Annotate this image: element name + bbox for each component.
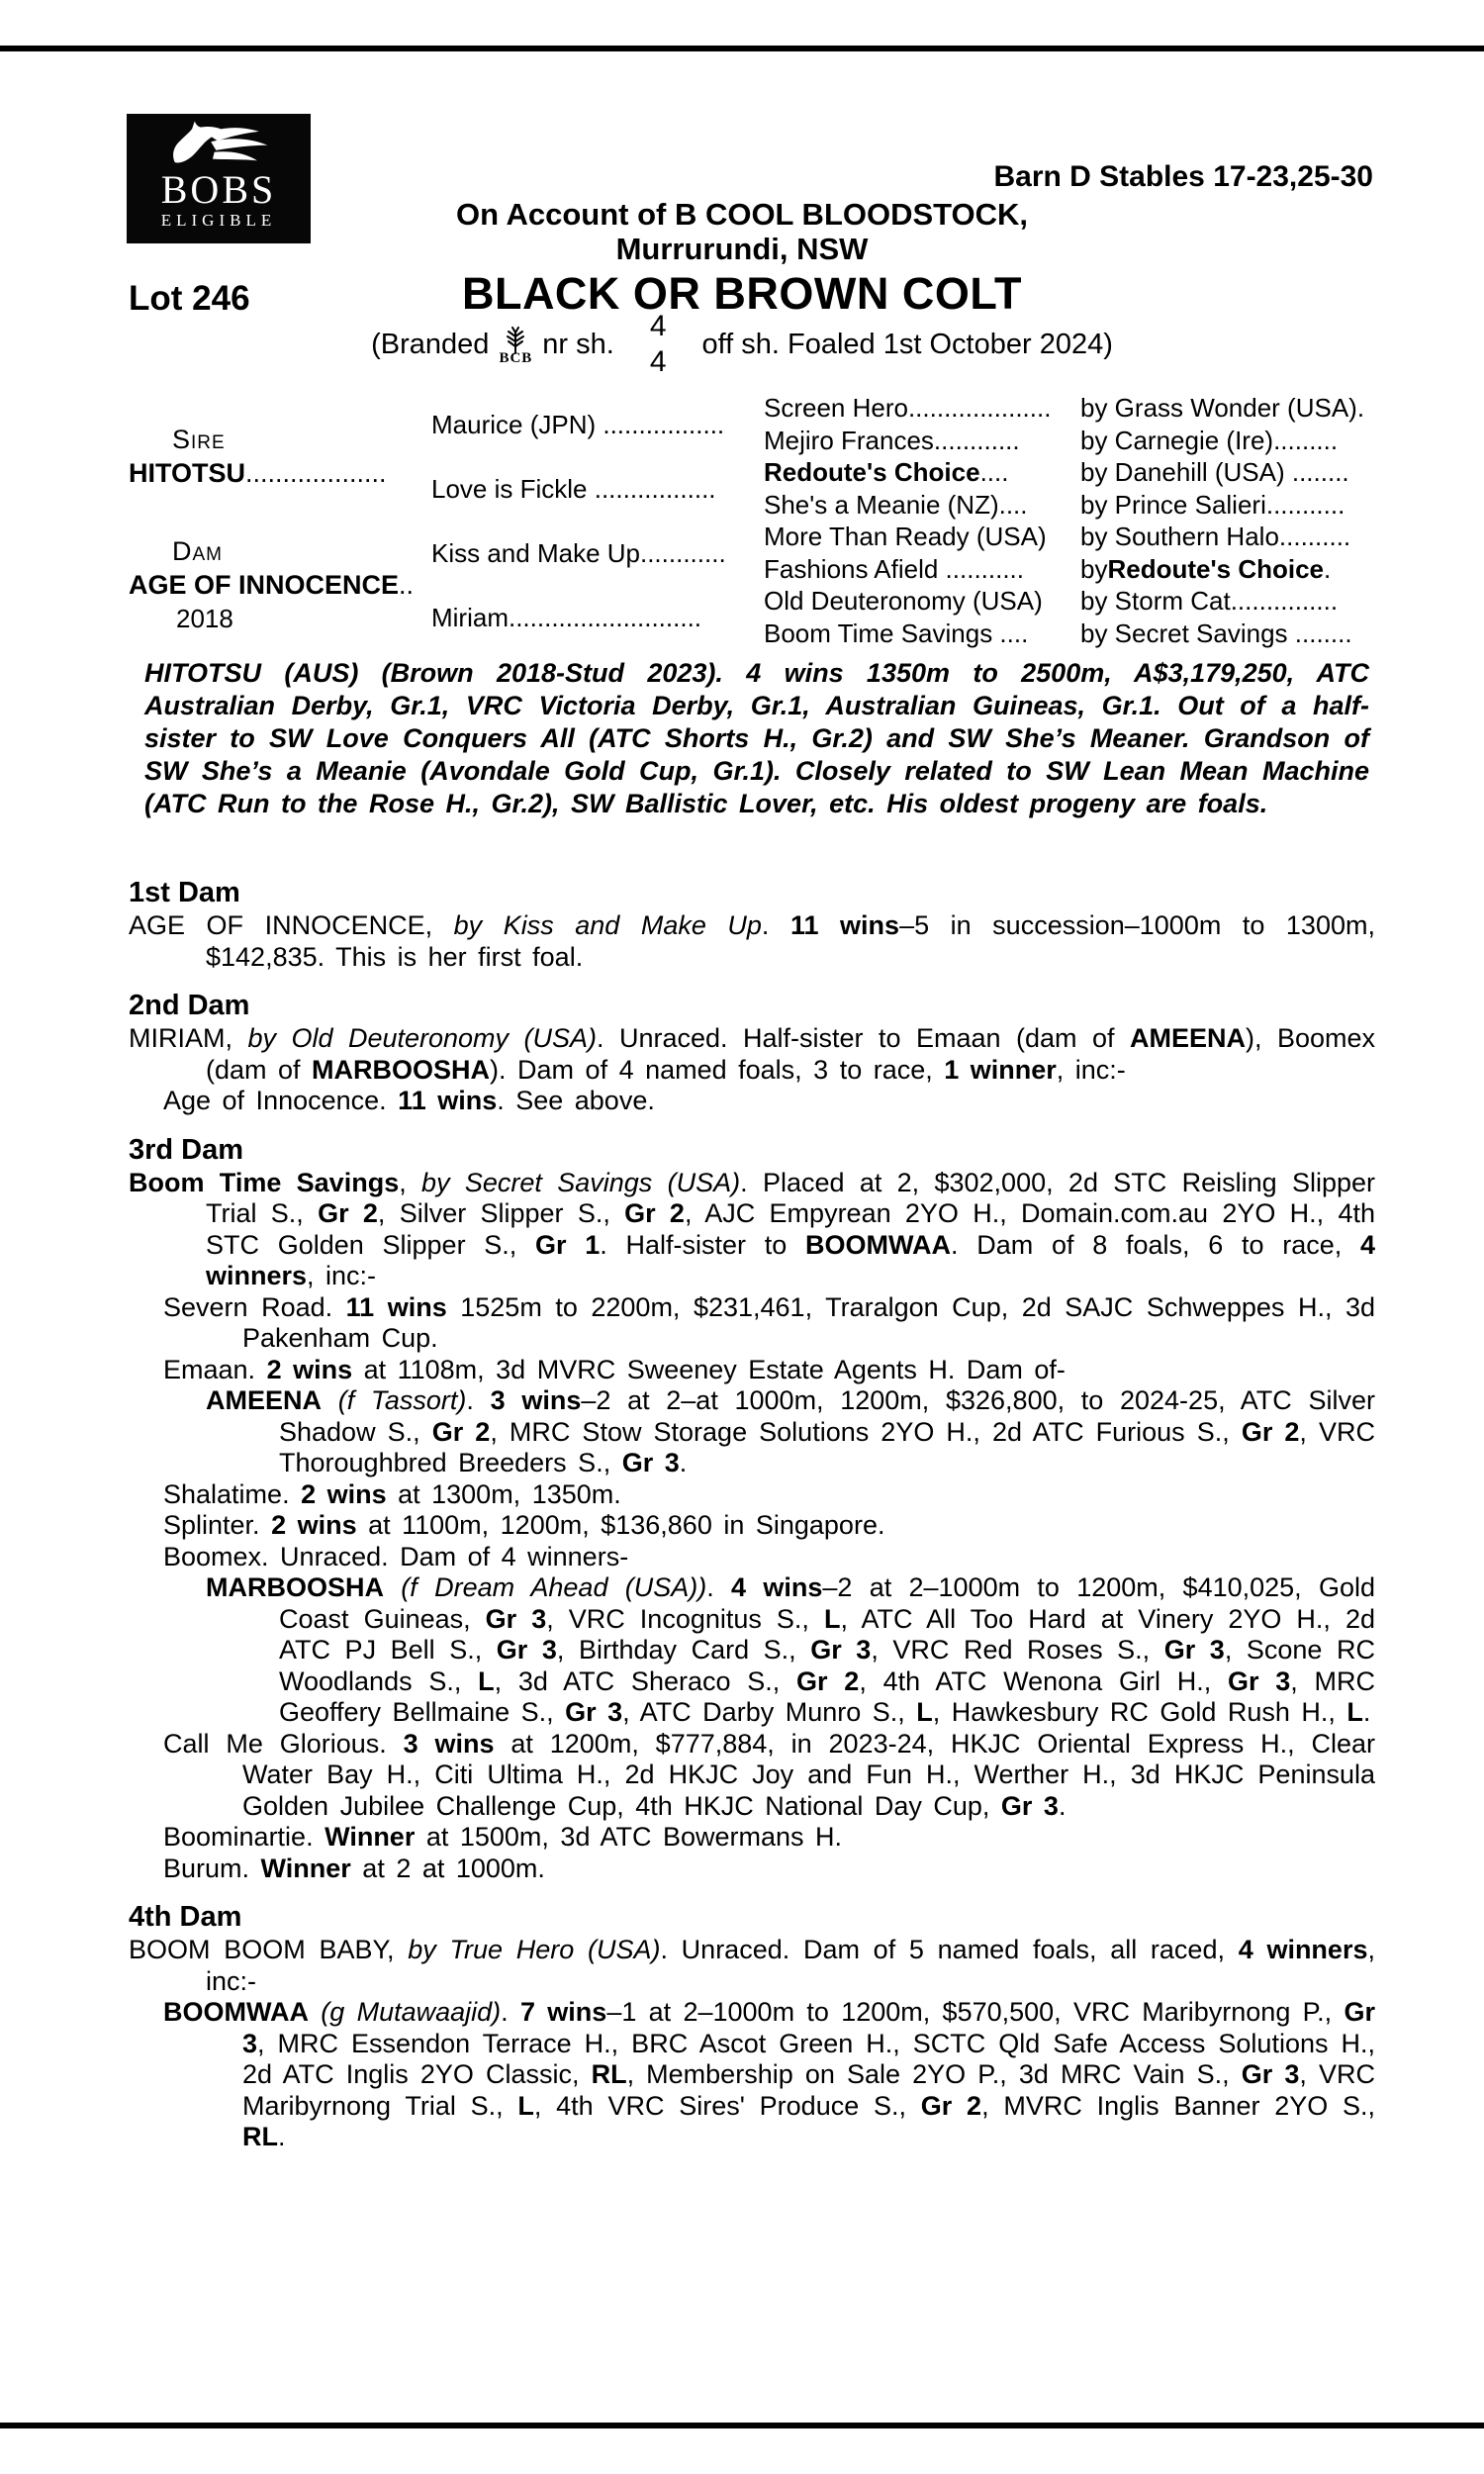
- pedigree-greatgrandsire-cell: by Secret Savings ........: [1080, 618, 1352, 648]
- branded-mid: nr sh.: [542, 328, 614, 360]
- brand-mark: [499, 327, 532, 366]
- pedigree-grandparent-cell: Mejiro Frances............: [764, 425, 1020, 455]
- bottom-rule: [0, 2423, 1484, 2428]
- pedigree-greatgrandsire-cell: by Grass Wonder (USA).: [1080, 393, 1365, 424]
- pedigree-grandparent-cell: Boom Time Savings ....: [764, 618, 1029, 648]
- dam-sections: [129, 877, 1375, 2153]
- catalogue-paragraph: Call Me Glorious. 3 wins at 1200m, $777,884, in 2023-24, HKJC Oriental Express H., Clear Water Bay H., Citi Ultima H., 2d HKJC Joy and Fun H., Werther H., 3d HKJC Peninsula Golden Jubilee Challenge Cup, 4th HKJC National Day Cup, Gr 3.: [163, 1728, 1375, 1821]
- pedigree-greatgrandsire-cell: by Danehill (USA) ........: [1080, 457, 1349, 488]
- lot-number: Lot 246: [129, 279, 250, 318]
- horse-head-icon: [158, 118, 279, 169]
- catalogue-paragraph: Boom Time Savings, by Secret Savings (USA). Placed at 2, $302,000, 2d STC Reisling Slipper Trial S., Gr 2, Silver Slipper S., Gr 2, AJC Empyrean 2YO H., Domain.com.au 2YO H., 4th STC Golden Slipper S., Gr 1. Half-sister to BOOMWAA. Dam of 8 foals, 6 to race, 4 winners, inc:-: [129, 1167, 1376, 1290]
- dam-paragraph-list: [129, 1168, 1375, 1885]
- brand-number-bottom: 4: [649, 345, 667, 378]
- dam-section-header: 3rd Dam: [129, 1133, 244, 1166]
- pedigree-grandparent-cell: More Than Ready (USA): [764, 522, 1047, 552]
- dam-paragraph-list: [129, 910, 1375, 973]
- dam-section-header: 2nd Dam: [129, 990, 250, 1021]
- dam-section-3rd: [129, 1134, 1375, 1885]
- dam-section-2nd: [129, 990, 1375, 1117]
- pedigree-grandparent-cell: Old Deuteronomy (USA): [764, 586, 1043, 617]
- dam-section-header: 4th Dam: [129, 1901, 242, 1933]
- pedigree-greatgrandsire-cell: by Southern Halo..........: [1080, 522, 1351, 552]
- pedigree-parent-cell: Love is Fickle .................: [431, 473, 716, 504]
- pedigree-grandparent-cell: Fashions Afield ...........: [764, 553, 1025, 584]
- catalogue-paragraph: Age of Innocence. 11 wins. See above.: [163, 1086, 655, 1115]
- pedigree-greatgrandsire-cell: by Carnegie (Ire).........: [1080, 425, 1339, 455]
- catalogue-paragraph: BOOMWAA (g Mutawaajid). 7 wins–1 at 2–1000m to 1200m, $570,500, VRC Maribyrnong P., Gr 3, MRC Essendon Terrace H., BRC Ascot Green H., SCTC Qld Safe Access Solutions H., 2d ATC Inglis 2YO Classic, RL, Membership on Sale 2YO P., 3d MRC Vain S., Gr 3, VRC Maribyrnong Trial S., L, 4th VRC Sires' Produce S., Gr 2, MVRC Inglis Banner 2YO S., RL.: [163, 1997, 1376, 2151]
- dam-paragraph-list: [129, 1935, 1375, 2153]
- pedigree-table: [129, 392, 1375, 649]
- catalogue-paragraph: AGE OF INNOCENCE, by Kiss and Make Up. 11 wins–5 in succession–1000m to 1300m, $142,835. This is her first foal.: [129, 910, 1375, 972]
- logo-title: BOBS: [160, 167, 277, 212]
- pedigree-grandparent-cell: She's a Meanie (NZ)....: [764, 489, 1028, 520]
- catalogue-paragraph: MIRIAM, by Old Deuteronomy (USA). Unraced. Half-sister to Emaan (dam of AMEENA), Boomex (dam of MARBOOSHA). Dam of 4 named foals, 3 to race, 1 winner, inc:-: [129, 1023, 1375, 1085]
- catalogue-paragraph: Severn Road. 11 wins 1525m to 2200m, $231,461, Traralgon Cup, 2d SAJC Schweppes H., 3d Pakenham Cup.: [163, 1291, 1375, 1353]
- account-location-line: Murrurundi, NSW: [615, 232, 869, 266]
- dam-section-header: 1st Dam: [129, 877, 240, 908]
- catalogue-paragraph: Splinter. 2 wins at 1100m, 1200m, $136,860 in Singapore.: [163, 1510, 885, 1540]
- catalogue-paragraph: MARBOOSHA (f Dream Ahead (USA)). 4 wins–2 at 2–1000m to 1200m, $410,025, Gold Coast Guineas, Gr 3, VRC Incognitus S., L, ATC All Too Hard at Vinery 2YO H., 2d ATC PJ Bell S., Gr 3, Birthday Card S., Gr 3, VRC Red Roses S., Gr 3, Scone RC Woodlands S., L, 3d ATC Sheraco S., Gr 2, 4th ATC Wenona Girl H., Gr 3, MRC Geoffery Bellmaine S., Gr 3, ATC Darby Munro S., L, Hawkesbury RC Gold Rush H., L.: [206, 1572, 1376, 1727]
- catalogue-paragraph: Shalatime. 2 wins at 1300m, 1350m.: [163, 1478, 621, 1509]
- catalogue-paragraph: BOOM BOOM BABY, by True Hero (USA). Unraced. Dam of 5 named foals, all raced, 4 winners, inc:-: [129, 1935, 1375, 1996]
- branded-line: [0, 310, 1484, 378]
- catalogue-paragraph: Burum. Winner at 2 at 1000m.: [163, 1853, 545, 1883]
- dam-year: 2018: [176, 604, 233, 633]
- page-title: BLACK OR BROWN COLT: [461, 268, 1023, 319]
- dam-name: AGE OF INNOCENCE..: [129, 572, 415, 599]
- pedigree-parent-cell: Maurice (JPN) .................: [431, 409, 725, 439]
- branded-prefix: (Branded: [371, 328, 490, 360]
- logo-subtitle: ELIGIBLE: [160, 211, 277, 230]
- pedigree-sire-block: [129, 392, 431, 521]
- account-line: On Account of B COOL BLOODSTOCK,: [455, 197, 1029, 232]
- dam-paragraph-list: [129, 1023, 1375, 1117]
- dam-label: Dam: [172, 536, 223, 566]
- catalogue-paragraph: AMEENA (f Tassort). 3 wins–2 at 2–at 1000m, 1200m, $326,800, to 2024-25, ATC Silver Shadow S., Gr 2, MRC Stow Storage Solutions 2YO H., 2d ATC Furious S., Gr 2, VRC Thoroughbred Breeders S., Gr 3.: [206, 1385, 1375, 1477]
- pedigree-greatgrandsire-cell: by Storm Cat...............: [1080, 586, 1339, 617]
- dam-section-1st: [129, 877, 1375, 973]
- catalogue-paragraph: Boominartie. Winner at 1500m, 3d ATC Bowermans H.: [163, 1822, 843, 1852]
- brand-number: [649, 310, 667, 378]
- pedigree-grandparent-cell: Redoute's Choice ....: [764, 457, 1009, 488]
- pedigree-grandparent-cell: Screen Hero....................: [764, 393, 1052, 424]
- brand-letters: BCB: [499, 350, 533, 366]
- pedigree-greatgrandsire-cell: by Prince Salieri...........: [1080, 489, 1345, 520]
- catalogue-paragraph: Emaan. 2 wins at 1108m, 3d MVRC Sweeney Estate Agents H. Dam of-: [163, 1354, 1066, 1384]
- sire-label: Sire: [172, 424, 226, 454]
- sire-summary-paragraph: HITOTSU (AUS) (Brown 2018-Stud 2023). 4 wins 1350m to 2500m, A$3,179,250, ATC Australian Derby, Gr.1, VRC Victoria Derby, Gr.1, Australian Guineas, Gr.1. Out of a half-sister to SW Love Conquers All (ATC Shorts H., Gr.2) and SW She’s Meaner. Grandson of SW She’s a Meanie (Avondale Gold Cup, Gr.1). Closely related to SW Lean Mean Machine (ATC Run to the Rose H., Gr.2), SW Ballistic Lover, etc. His oldest progeny are foals.: [144, 658, 1369, 818]
- pedigree-parent-cell: Kiss and Make Up............: [431, 537, 726, 568]
- catalogue-paragraph: Boomex. Unraced. Dam of 4 winners-: [163, 1541, 629, 1571]
- barn-stables-line: Barn D Stables 17-23,25-30: [993, 160, 1373, 193]
- dam-section-4th: [129, 1901, 1375, 2153]
- pedigree-greatgrandsire-cell: by Redoute's Choice .: [1080, 553, 1332, 584]
- pedigree-parent-cell: Miriam...........................: [431, 602, 702, 632]
- top-rule: [0, 46, 1484, 51]
- sire-name: HITOTSU...................: [129, 459, 387, 487]
- brand-number-top: 4: [649, 310, 667, 342]
- branded-suffix: off sh. Foaled 1st October 2024): [701, 328, 1113, 360]
- pedigree-dam-block: [129, 521, 431, 649]
